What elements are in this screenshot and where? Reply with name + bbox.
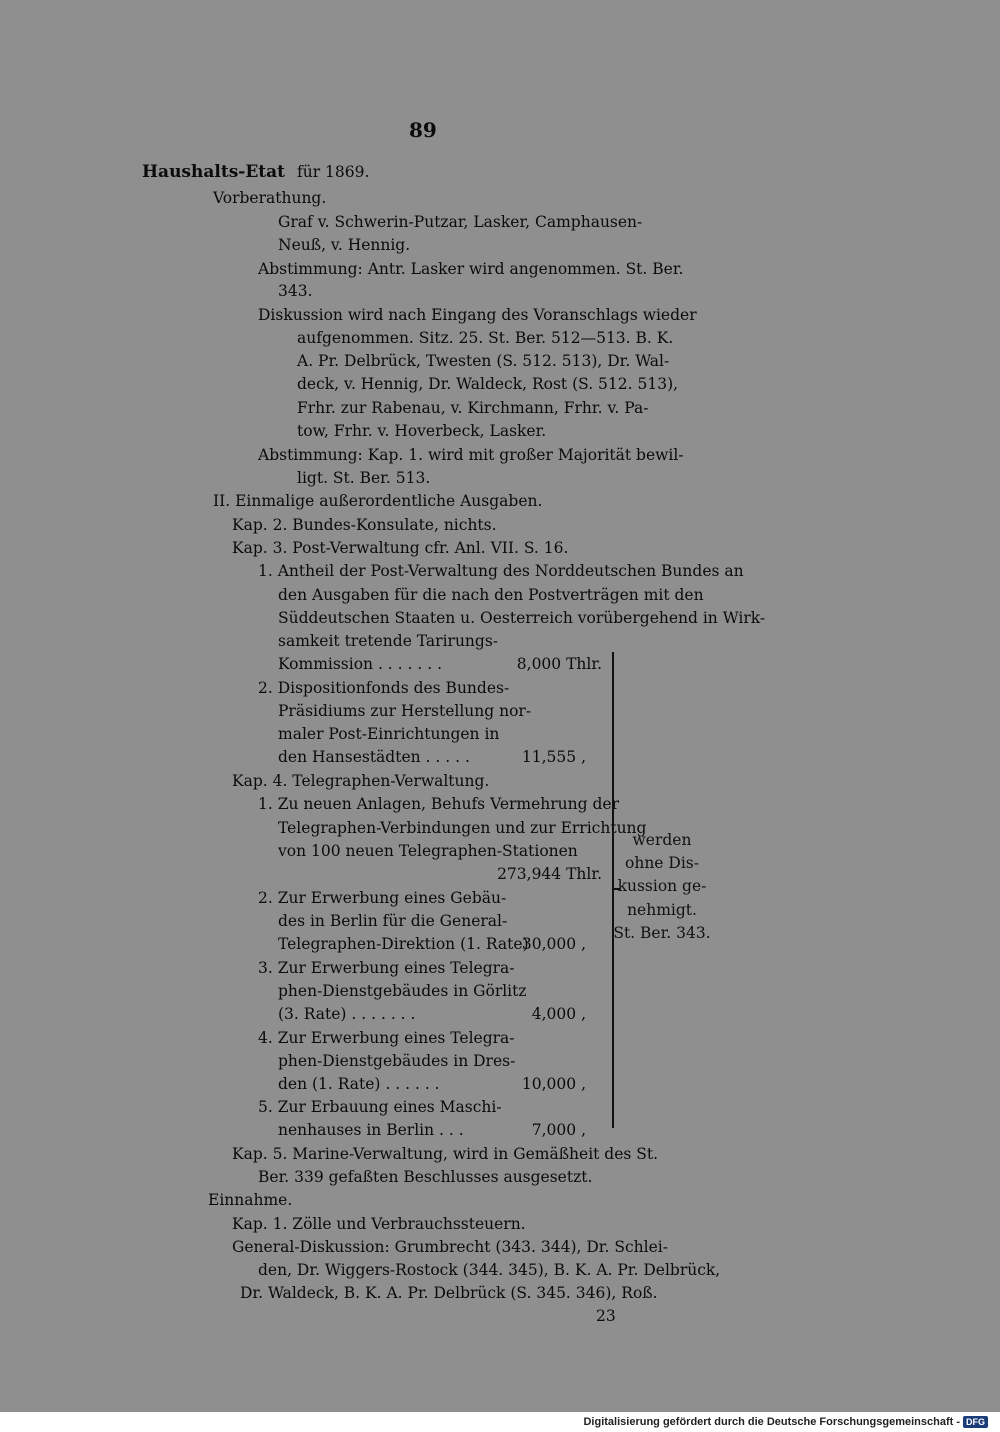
text-line: Abstimmung: Antr. Lasker wird angenommen. St. Ber. bbox=[258, 260, 684, 278]
text-line: Ber. 339 gefaßten Beschlusses ausgesetzt. bbox=[258, 1168, 593, 1186]
text-line: Neuß, v. Hennig. bbox=[278, 236, 411, 254]
text-line: Abstimmung: Kap. 1. wird mit großer Majorität bewil- bbox=[258, 446, 684, 464]
text-line: 343. bbox=[278, 282, 313, 300]
brace-text: St. Ber. 343. bbox=[613, 924, 711, 942]
credit-text: Digitalisierung gefördert durch die Deutsche Forschungsgemeinschaft - bbox=[583, 1416, 960, 1428]
amount: 30,000 , bbox=[521, 935, 586, 953]
amount: 11,555 , bbox=[521, 748, 586, 766]
text-line: den, Dr. Wiggers-Rostock (344. 345), B. K. A. Pr. Delbrück, bbox=[258, 1261, 721, 1279]
text-line: den Hansestädten . . . . . bbox=[278, 748, 470, 766]
text-line: (3. Rate) . . . . . . . bbox=[278, 1005, 416, 1023]
text-line: samkeit tretende Tarirungs- bbox=[278, 632, 499, 650]
amount: 4,000 , bbox=[531, 1005, 586, 1023]
text-line: 4. Zur Erwerbung eines Telegra- bbox=[258, 1029, 515, 1047]
text-line: des in Berlin für die General- bbox=[278, 912, 508, 930]
signature-mark: 23 bbox=[596, 1307, 616, 1325]
text-line: A. Pr. Delbrück, Twesten (S. 512. 513), Dr. Wal- bbox=[297, 352, 670, 370]
section-heading: Haushalts-Etat bbox=[142, 162, 285, 182]
text-line: General-Diskussion: Grumbrecht (343. 344), Dr. Schlei- bbox=[232, 1238, 668, 1256]
text-line: den Ausgaben für die nach den Postverträgen mit den bbox=[278, 586, 704, 604]
text-line: nenhauses in Berlin . . . bbox=[278, 1121, 464, 1139]
text-line: tow, Frhr. v. Hoverbeck, Lasker. bbox=[297, 422, 547, 440]
brace-text: werden bbox=[632, 831, 692, 849]
text-line: Telegraphen-Direktion (1. Rate) bbox=[278, 935, 529, 953]
text-line: Frhr. zur Rabenau, v. Kirchmann, Frhr. v. Pa- bbox=[297, 399, 649, 417]
text-line: aufgenommen. Sitz. 25. St. Ber. 512—513. B. K. bbox=[297, 329, 674, 347]
text-line: Kap. 5. Marine-Verwaltung, wird in Gemäßheit des St. bbox=[232, 1145, 659, 1163]
text-line: Vorberathung. bbox=[213, 189, 327, 207]
text-line: Präsidiums zur Herstellung nor- bbox=[278, 702, 532, 720]
brace-text: nehmigt. bbox=[627, 901, 697, 919]
text-line: Süddeutschen Staaten u. Oesterreich vorübergehend in Wirk- bbox=[278, 609, 766, 627]
text-line: ligt. St. Ber. 513. bbox=[297, 469, 431, 487]
text-line: Kap. 2. Bundes-Konsulate, nichts. bbox=[232, 516, 497, 534]
page-number: 89 bbox=[409, 118, 437, 142]
text-line: phen-Dienstgebäudes in Görlitz bbox=[278, 982, 527, 1000]
text-line: Kap. 3. Post-Verwaltung cfr. Anl. VII. S. 16. bbox=[232, 539, 569, 557]
text-line: Kommission . . . . . . . bbox=[278, 655, 443, 673]
text-line: von 100 neuen Telegraphen-Stationen bbox=[278, 842, 578, 860]
amount: 8,000 Thlr. bbox=[516, 655, 602, 673]
text-line: Kap. 4. Telegraphen-Verwaltung. bbox=[232, 772, 490, 790]
text-line: Telegraphen-Verbindungen und zur Errichtung bbox=[278, 819, 647, 837]
text-line: Kap. 1. Zölle und Verbrauchssteuern. bbox=[232, 1215, 526, 1233]
text-line: 2. Zur Erwerbung eines Gebäu- bbox=[258, 889, 507, 907]
text-line: 1. Antheil der Post-Verwaltung des Norddeutschen Bundes an bbox=[258, 562, 744, 580]
amount: 273,944 Thlr. bbox=[497, 865, 602, 883]
text-line: 1. Zu neuen Anlagen, Behufs Vermehrung der bbox=[258, 795, 620, 813]
text-line: maler Post-Einrichtungen in bbox=[278, 725, 500, 743]
amount: 10,000 , bbox=[521, 1075, 586, 1093]
text-line: II. Einmalige außerordentliche Ausgaben. bbox=[213, 492, 543, 510]
text-line: den (1. Rate) . . . . . . bbox=[278, 1075, 440, 1093]
dfg-logo: DFG bbox=[963, 1416, 988, 1428]
text-line: Graf v. Schwerin-Putzar, Lasker, Camphausen- bbox=[278, 213, 643, 231]
text-line: Einnahme. bbox=[208, 1191, 293, 1209]
text-line: deck, v. Hennig, Dr. Waldeck, Rost (S. 512. 513), bbox=[297, 375, 679, 393]
text-line: Dr. Waldeck, B. K. A. Pr. Delbrück (S. 345. 346), Roß. bbox=[240, 1284, 658, 1302]
funding-credit bbox=[583, 1414, 988, 1430]
text-line: 5. Zur Erbauung eines Maschi- bbox=[258, 1098, 502, 1116]
text-line: 2. Dispositionfonds des Bundes- bbox=[258, 679, 510, 697]
brace-text: ohne Dis- bbox=[625, 854, 699, 872]
text-line: Diskussion wird nach Eingang des Voranschlags wieder bbox=[258, 306, 697, 324]
text-line: 3. Zur Erwerbung eines Telegra- bbox=[258, 959, 515, 977]
heading-year: für 1869. bbox=[297, 163, 370, 181]
brace-text: kussion ge- bbox=[617, 877, 707, 895]
text-line: phen-Dienstgebäudes in Dres- bbox=[278, 1052, 516, 1070]
amount: 7,000 , bbox=[531, 1121, 586, 1139]
